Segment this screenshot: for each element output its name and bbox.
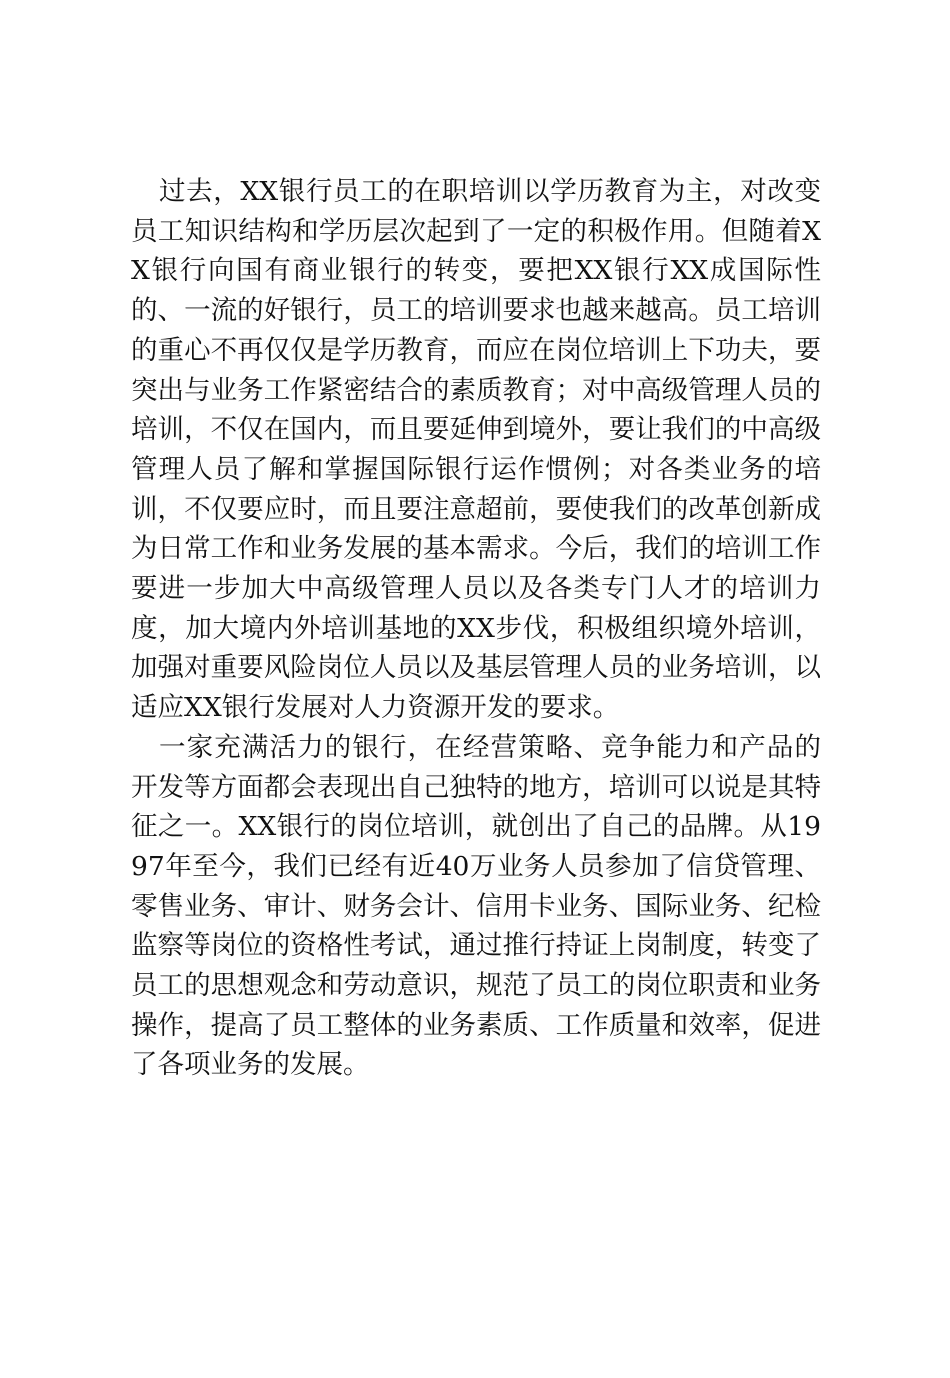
paragraph-training-history: 过去，XX银行员工的在职培训以学历教育为主，对改变员工知识结构和学历层次起到了一定的积极作用。但随着XX银行向国有商业银行的转变，要把XX银行XX成国际性的、一流的好银行，员工的培训要求也越来越高。员工培训的重心不再仅仅是学历教育，而应在岗位培训上下功夫，要突出与业务工作紧密结合的素质教育；对中高级管理人员的培训，不仅在国内，而且要延伸到境外，要让我们的中高级管理人员了解和掌握国际银行运作惯例；对各类业务的培训，不仅要应时，而且要注意超前，要使我们的改革创新成为日常工作和业务发展的基本需求。今后，我们的培训工作要进一步加大中高级管理人员以及各类专门人才的培训力度，加大境内外培训基地的XX步伐，积极组织境外培训，加强对重要风险岗位人员以及基层管理人员的业务培训，以适应XX银行发展对人力资源开发的要求。 bbox=[131, 176, 821, 724]
document-body bbox=[131, 172, 821, 1085]
paragraph-post-training-brand: 一家充满活力的银行，在经营策略、竞争能力和产品的开发等方面都会表现出自己独特的地方，培训可以说是其特征之一。XX银行的岗位培训，就创出了自己的品牌。从1997年至今，我们已经有近40万业务人员参加了信贷管理、零售业务、审计、财务会计、信用卡业务、国际业务、纪检监察等岗位的资格性考试，通过推行持证上岗制度，转变了员工的思想观念和劳动意识，规范了员工的岗位职责和业务操作，提高了员工整体的业务素质、工作质量和效率，促进了各项业务的发展。 bbox=[131, 731, 821, 1081]
